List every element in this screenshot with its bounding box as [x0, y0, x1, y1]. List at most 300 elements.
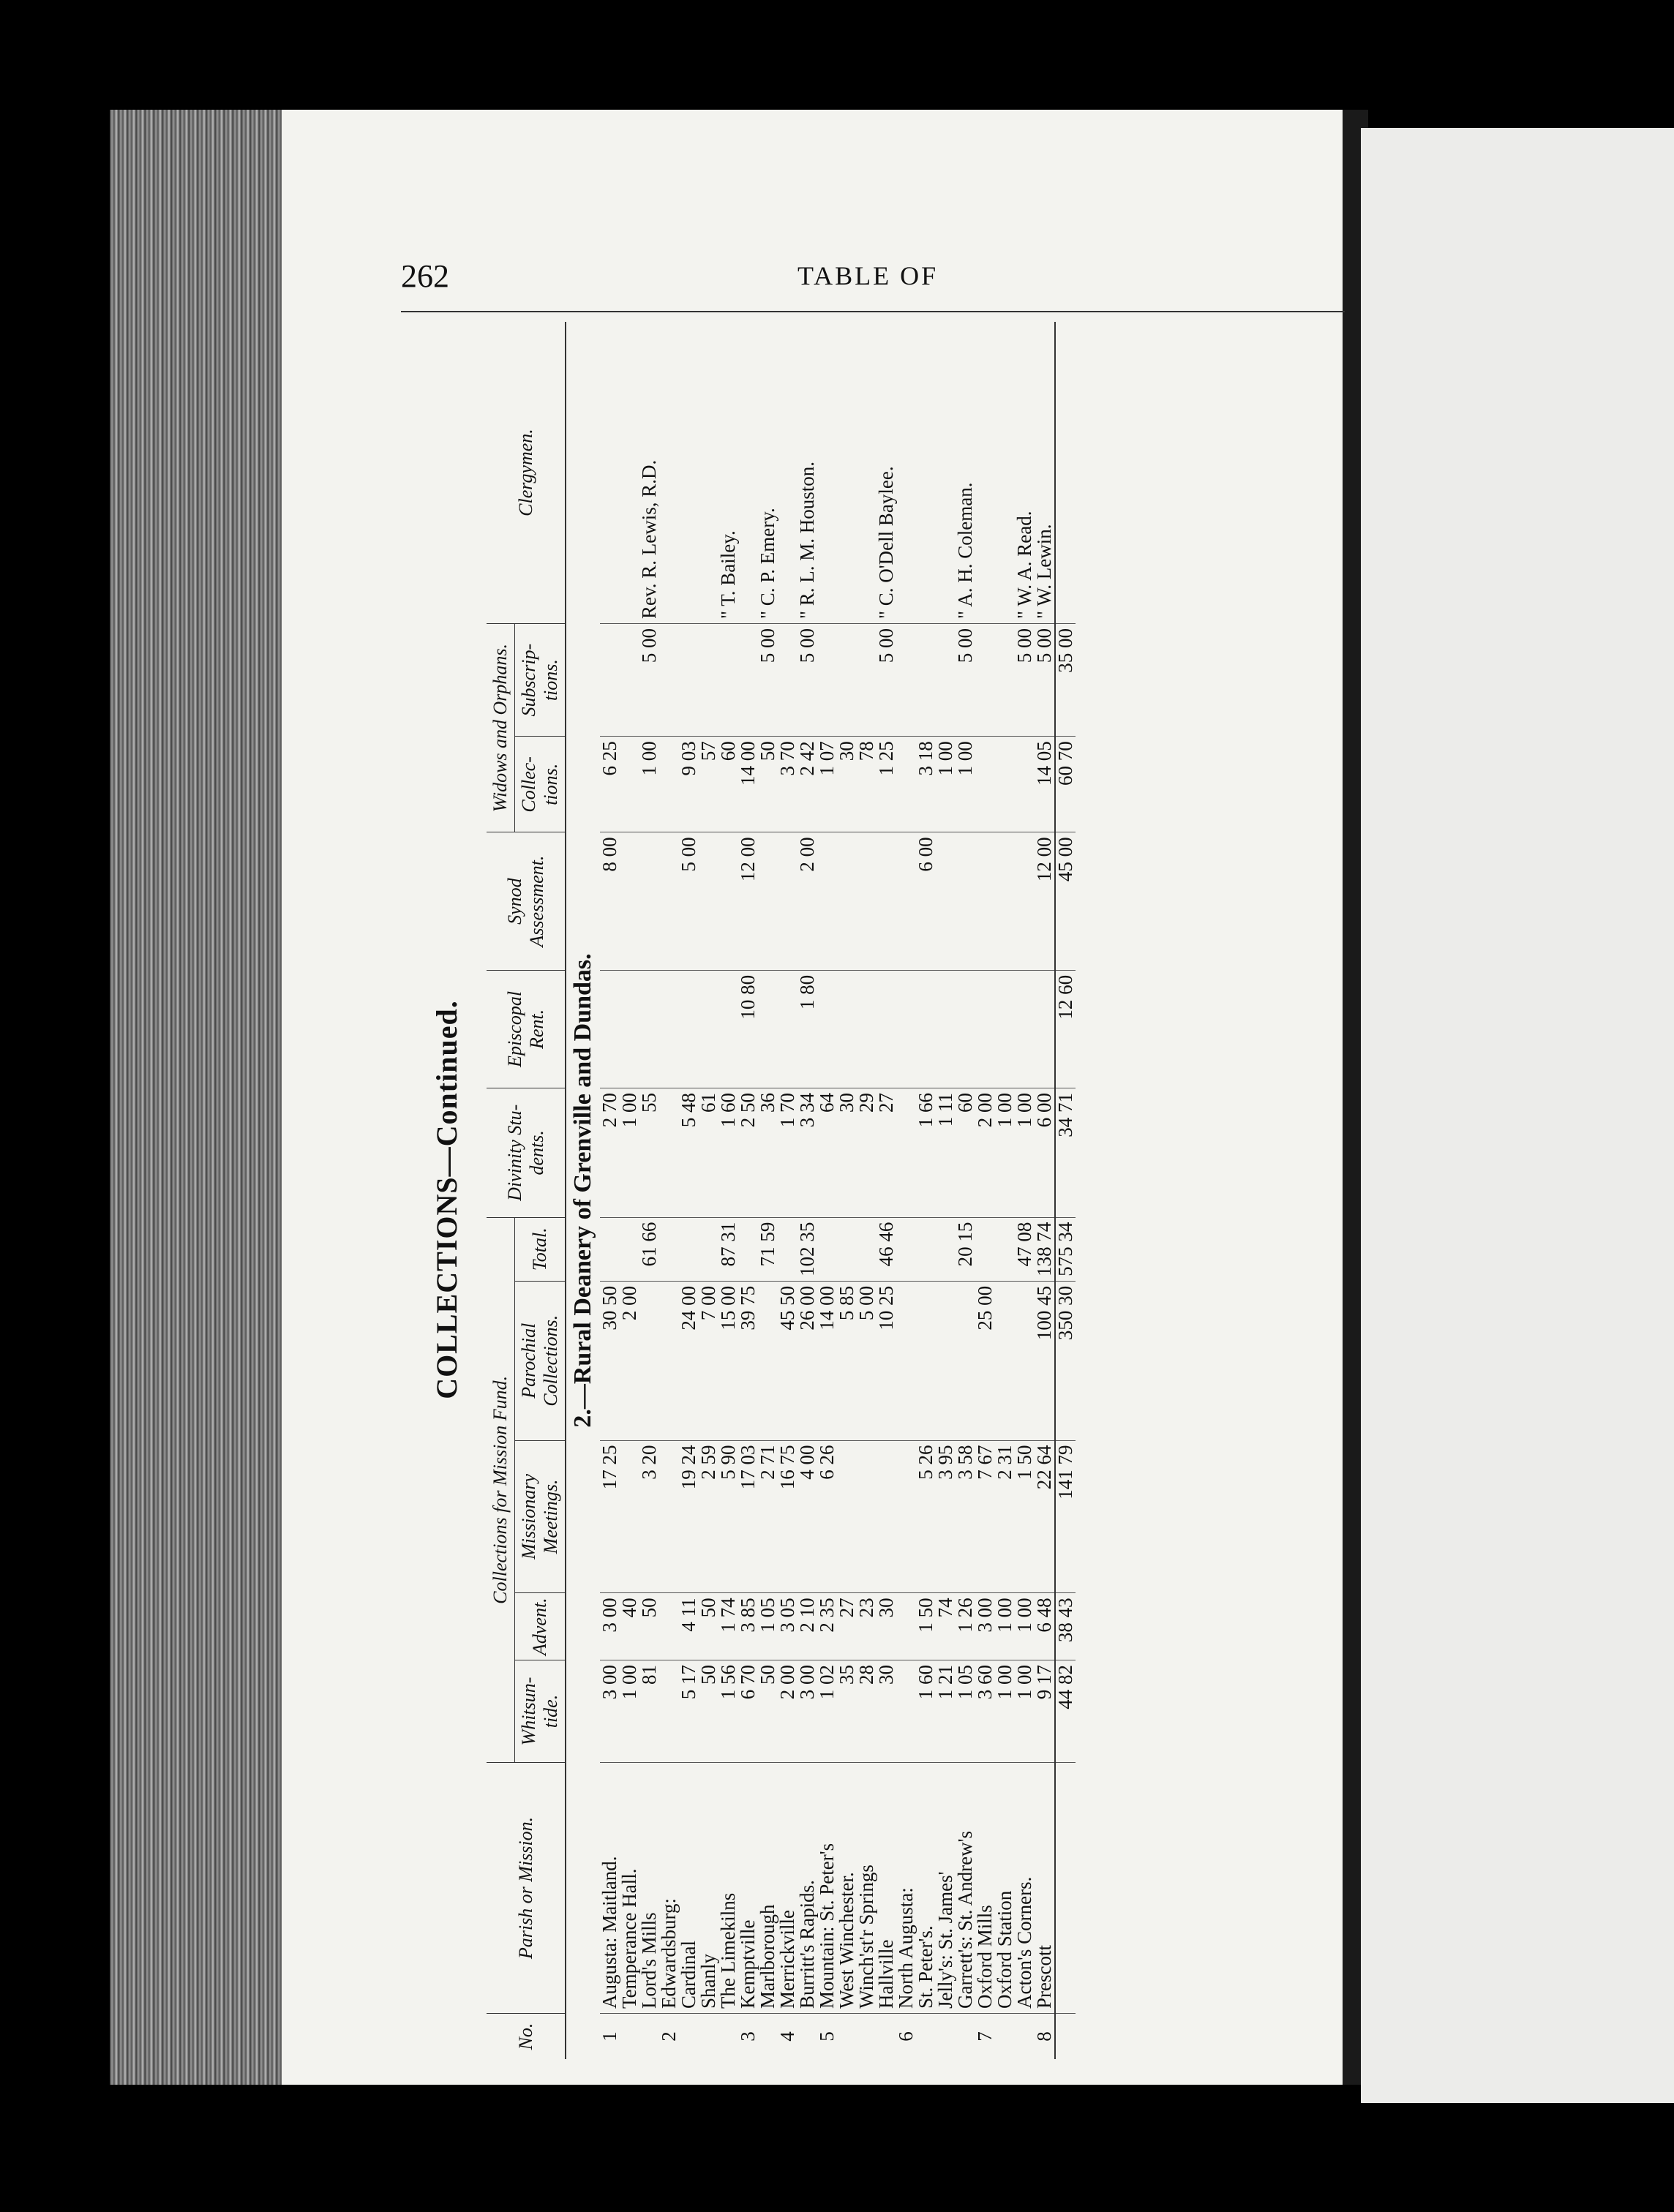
cell-ep	[659, 970, 679, 1088]
table-row	[995, 322, 1015, 2059]
cell-ep	[956, 970, 975, 1088]
cell-ep	[758, 970, 778, 1088]
parish-name: Garrett's: St. Andrew's	[956, 1763, 975, 2014]
cell-syn	[837, 832, 857, 971]
book-page-edges	[110, 110, 285, 2085]
clergyman: " C. P. Emery.	[758, 322, 778, 624]
section-row	[566, 322, 600, 2059]
cell-mm: 5 90	[718, 1440, 738, 1593]
cell-adv	[896, 1593, 916, 1660]
cell-whit: 1 60	[916, 1660, 936, 1763]
cell-wcol	[995, 737, 1015, 832]
cell-ep	[620, 970, 639, 1088]
parish-name: Hallville	[877, 1763, 896, 2014]
cell-whit: 81	[639, 1660, 659, 1763]
clergyman	[659, 322, 679, 624]
cell-syn	[718, 832, 738, 971]
cell-syn	[778, 832, 797, 971]
cell-adv: 50	[699, 1593, 718, 1660]
cell-tot: 61 66	[639, 1217, 659, 1281]
cell-wcol: 14 05	[1035, 737, 1055, 832]
cell-wsub	[699, 624, 718, 737]
cell-div: 30	[837, 1088, 857, 1218]
cell-syn	[1015, 832, 1035, 971]
cell-div: 2 00	[975, 1088, 995, 1218]
cell-div: 5 48	[679, 1088, 699, 1218]
cell-wsub	[916, 624, 936, 737]
cell-tot	[699, 1217, 718, 1281]
cell-ep	[837, 970, 857, 1088]
cell-tot	[738, 1217, 758, 1281]
cell-syn: 2 00	[797, 832, 817, 971]
cell-par: 25 00	[975, 1281, 995, 1440]
cell-div: 2 70	[600, 1088, 620, 1218]
cell-whit: 50	[758, 1660, 778, 1763]
parish-name: Edwardsburg:	[659, 1763, 679, 2014]
cell-div: 1 00	[995, 1088, 1015, 1218]
cell-div: 1 11	[936, 1088, 956, 1218]
cell-adv: 3 00	[975, 1593, 995, 1660]
row-number	[620, 2014, 639, 2060]
cell-mm: 4 00	[797, 1440, 817, 1593]
cell-wcol: 9 03	[679, 737, 699, 832]
table-row	[857, 322, 877, 2059]
parish-name: Oxford Mills	[975, 1763, 995, 2014]
cell-ep	[679, 970, 699, 1088]
header-whitsuntide: Whitsun-tide.	[515, 1660, 566, 1763]
cell-wcol: 1 25	[877, 737, 896, 832]
total-adv: 38 43	[1055, 1593, 1076, 1660]
table-row	[600, 322, 620, 2059]
row-number	[857, 2014, 877, 2060]
cell-adv: 2 10	[797, 1593, 817, 1660]
header-total: Total.	[515, 1217, 566, 1281]
cell-syn	[857, 832, 877, 971]
cell-wcol: 50	[758, 737, 778, 832]
cell-adv: 40	[620, 1593, 639, 1660]
cell-ep	[1015, 970, 1035, 1088]
cell-adv: 3 00	[600, 1593, 620, 1660]
clergyman: " W. A. Read.	[1015, 322, 1035, 624]
clergyman	[817, 322, 837, 624]
cell-wcol	[1015, 737, 1035, 832]
cell-adv: 27	[837, 1593, 857, 1660]
table-row	[975, 322, 995, 2059]
row-number: 3	[737, 2031, 759, 2042]
cell-div	[896, 1088, 916, 1218]
section-title: 2.—Rural Deanery of Grenville and Dundas.	[569, 953, 596, 1428]
parish-name: Temperance Hall.	[620, 1763, 639, 2014]
cell-par: 30 50	[600, 1281, 620, 1440]
cell-wsub	[620, 624, 639, 737]
cell-par: 24 00	[679, 1281, 699, 1440]
row-number	[995, 2014, 1015, 2060]
total-ep: 12 60	[1055, 970, 1076, 1088]
row-number	[837, 2014, 857, 2060]
cell-syn	[995, 832, 1015, 971]
cell-div: 29	[857, 1088, 877, 1218]
collections-table	[487, 322, 1076, 2059]
total-div: 34 71	[1055, 1088, 1076, 1218]
cell-wsub	[896, 624, 916, 737]
cell-mm: 3 20	[639, 1440, 659, 1593]
header-synod-assessment: Synod Assessment.	[487, 832, 566, 971]
cell-wcol: 30	[837, 737, 857, 832]
cell-wsub: 5 00	[956, 624, 975, 737]
cell-adv: 3 85	[738, 1593, 758, 1660]
parish-name: Burritt's Rapids.	[797, 1763, 817, 2014]
cell-div: 60	[956, 1088, 975, 1218]
cell-whit: 1 21	[936, 1660, 956, 1763]
cell-whit	[896, 1660, 916, 1763]
cell-par	[916, 1281, 936, 1440]
clergyman	[837, 322, 857, 624]
clergyman: " A. H. Coleman.	[956, 322, 975, 624]
clergyman	[699, 322, 718, 624]
row-number	[877, 2014, 896, 2060]
total-wsub: 35 00	[1055, 624, 1076, 737]
rotated-table-frame	[421, 322, 1357, 2077]
clergyman: Rev. R. Lewis, R.D.	[639, 322, 659, 624]
cell-whit: 1 02	[817, 1660, 837, 1763]
cell-tot	[837, 1217, 857, 1281]
cell-adv: 3 05	[778, 1593, 797, 1660]
cell-whit: 9 17	[1035, 1660, 1055, 1763]
cell-mm: 17 03	[738, 1440, 758, 1593]
row-number	[758, 2014, 778, 2060]
cell-mm	[620, 1440, 639, 1593]
parish-name: Lord's Mills	[639, 1763, 659, 2014]
cell-syn	[699, 832, 718, 971]
cell-tot	[995, 1217, 1015, 1281]
cell-wsub	[718, 624, 738, 737]
cell-wsub	[857, 624, 877, 737]
cell-wsub	[778, 624, 797, 737]
cell-wsub: 5 00	[877, 624, 896, 737]
table-row	[1015, 322, 1035, 2059]
parish-name: Kemptville	[738, 1763, 758, 2014]
table-row	[797, 322, 817, 2059]
parish-name: Acton's Corners.	[1015, 1763, 1035, 2014]
cell-ep	[1035, 970, 1055, 1088]
cell-wcol: 14 00	[738, 737, 758, 832]
cell-adv: 1 05	[758, 1593, 778, 1660]
total-syn: 45 00	[1055, 832, 1076, 971]
cell-mm	[857, 1440, 877, 1593]
cell-div: 2 50	[738, 1088, 758, 1218]
cell-par: 14 00	[817, 1281, 837, 1440]
cell-ep	[936, 970, 956, 1088]
cell-div: 1 00	[1015, 1088, 1035, 1218]
cell-adv	[659, 1593, 679, 1660]
totals-blank	[1055, 1763, 1076, 2014]
cell-wsub	[936, 624, 956, 737]
clergyman: " R. L. M. Houston.	[797, 322, 817, 624]
cell-wsub: 5 00	[1035, 624, 1055, 737]
cell-ep: 10 80	[738, 970, 758, 1088]
totals-blank	[1055, 322, 1076, 624]
cell-div: 55	[639, 1088, 659, 1218]
cell-tot: 138 74	[1035, 1217, 1055, 1281]
table-row	[837, 322, 857, 2059]
parish-name: St. Peter's.	[916, 1763, 936, 2014]
cell-wcol: 57	[699, 737, 718, 832]
cell-syn: 8 00	[600, 832, 620, 971]
cell-adv: 2 35	[817, 1593, 837, 1660]
cell-tot	[916, 1217, 936, 1281]
cell-ep	[817, 970, 837, 1088]
cell-wsub: 5 00	[639, 624, 659, 737]
cell-tot: 47 08	[1015, 1217, 1035, 1281]
cell-syn	[936, 832, 956, 971]
cell-adv: 1 50	[916, 1593, 936, 1660]
cell-par: 2 00	[620, 1281, 639, 1440]
header-no: No.	[487, 2014, 566, 2060]
cell-ep	[857, 970, 877, 1088]
table-row	[639, 322, 659, 2059]
cell-mm: 2 59	[699, 1440, 718, 1593]
clergyman	[778, 322, 797, 624]
cell-div: 1 66	[916, 1088, 936, 1218]
cell-syn	[975, 832, 995, 971]
header-widows-subscriptions: Subscrip-tions.	[515, 624, 566, 737]
clergyman	[896, 322, 916, 624]
cell-mm: 1 50	[1015, 1440, 1035, 1593]
cell-mm: 17 25	[600, 1440, 620, 1593]
header-divinity-students: Divinity Stu-dents.	[487, 1088, 566, 1218]
cell-wsub	[679, 624, 699, 737]
header-widows-orphans: Widows and Orphans.	[487, 624, 515, 832]
cell-par: 45 50	[778, 1281, 797, 1440]
cell-whit: 30	[877, 1660, 896, 1763]
header-episcopal-rent: Episcopal Rent.	[487, 970, 566, 1088]
cell-tot	[857, 1217, 877, 1281]
cell-mm: 2 71	[758, 1440, 778, 1593]
cell-div: 27	[877, 1088, 896, 1218]
totals-row	[1055, 322, 1076, 2059]
cell-div: 6 00	[1035, 1088, 1055, 1218]
cell-syn	[877, 832, 896, 971]
cell-syn: 5 00	[679, 832, 699, 971]
cell-syn	[758, 832, 778, 971]
parish-name: Shanly	[699, 1763, 718, 2014]
clergyman	[916, 322, 936, 624]
table-row	[956, 322, 975, 2059]
cell-div	[659, 1088, 679, 1218]
cell-mm	[896, 1440, 916, 1593]
cell-tot	[936, 1217, 956, 1281]
row-number: 6	[895, 2031, 917, 2042]
clergyman	[995, 322, 1015, 624]
cell-par	[936, 1281, 956, 1440]
row-number: 5	[816, 2031, 838, 2042]
cell-ep	[639, 970, 659, 1088]
cell-mm	[837, 1440, 857, 1593]
table-row	[896, 322, 916, 2059]
parish-name: Merrickville	[778, 1763, 797, 2014]
cell-wcol	[896, 737, 916, 832]
parish-name: Prescott	[1035, 1763, 1055, 2014]
cell-par	[639, 1281, 659, 1440]
row-number	[699, 2014, 718, 2060]
cell-div: 36	[758, 1088, 778, 1218]
clergyman	[857, 322, 877, 624]
cell-mm	[877, 1440, 896, 1593]
cell-adv: 1 74	[718, 1593, 738, 1660]
table-row	[916, 322, 936, 2059]
cell-mm: 22 64	[1035, 1440, 1055, 1593]
cell-adv: 4 11	[679, 1593, 699, 1660]
cell-syn: 12 00	[738, 832, 758, 971]
cell-wcol: 3 18	[916, 737, 936, 832]
cell-tot	[896, 1217, 916, 1281]
row-number	[679, 2014, 699, 2060]
cell-ep	[975, 970, 995, 1088]
cell-tot: 102 35	[797, 1217, 817, 1281]
table-row	[699, 322, 718, 2059]
cell-syn	[659, 832, 679, 971]
page-number: 262	[401, 258, 449, 294]
cell-wsub	[995, 624, 1015, 737]
cell-mm: 7 67	[975, 1440, 995, 1593]
parish-name: North Augusta:	[896, 1763, 916, 2014]
cell-mm: 6 26	[817, 1440, 837, 1593]
cell-par: 26 00	[797, 1281, 817, 1440]
table-body	[566, 322, 1076, 2059]
cell-whit: 6 70	[738, 1660, 758, 1763]
cell-ep	[877, 970, 896, 1088]
cell-tot: 46 46	[877, 1217, 896, 1281]
total-par: 350 30	[1055, 1281, 1076, 1440]
cell-wcol: 1 00	[936, 737, 956, 832]
clergyman	[620, 322, 639, 624]
table-row	[659, 322, 679, 2059]
cell-par	[995, 1281, 1015, 1440]
row-number	[639, 2014, 659, 2060]
row-number	[916, 2014, 936, 2060]
total-wcol: 60 70	[1055, 737, 1076, 832]
cell-par	[956, 1281, 975, 1440]
header-widows-collections: Collec-tions.	[515, 737, 566, 832]
cell-ep	[995, 970, 1015, 1088]
row-number: 7	[974, 2031, 996, 2042]
cell-wsub	[817, 624, 837, 737]
cell-tot	[975, 1217, 995, 1281]
cell-adv: 74	[936, 1593, 956, 1660]
cell-whit: 1 00	[995, 1660, 1015, 1763]
header-rule	[401, 311, 1345, 312]
cell-wsub: 5 00	[758, 624, 778, 737]
parish-name: Oxford Station	[995, 1763, 1015, 2014]
cell-div: 1 70	[778, 1088, 797, 1218]
cell-adv: 50	[639, 1593, 659, 1660]
table-row	[718, 322, 738, 2059]
cell-par: 5 85	[837, 1281, 857, 1440]
row-number	[956, 2014, 975, 2060]
header-mission-fund: Collections for Mission Fund.	[487, 1217, 515, 1762]
cell-mm: 5 26	[916, 1440, 936, 1593]
cell-adv: 1 00	[1015, 1593, 1035, 1660]
parish-name: Mountain: St. Peter's	[817, 1763, 837, 2014]
table-row	[758, 322, 778, 2059]
parish-name: Winch'st'r Springs	[857, 1763, 877, 2014]
cell-par	[659, 1281, 679, 1440]
table-row	[817, 322, 837, 2059]
cell-div: 61	[699, 1088, 718, 1218]
cell-syn	[639, 832, 659, 971]
cell-mm: 16 75	[778, 1440, 797, 1593]
cell-par: 7 00	[699, 1281, 718, 1440]
cell-whit: 3 00	[797, 1660, 817, 1763]
row-number	[936, 2014, 956, 2060]
cell-syn	[620, 832, 639, 971]
clergyman: " W. Lewin.	[1035, 322, 1055, 624]
cell-div: 3 34	[797, 1088, 817, 1218]
rotated-table	[421, 322, 1357, 2077]
row-number: 1	[598, 2031, 620, 2042]
cell-adv: 1 26	[956, 1593, 975, 1660]
parish-name: Augusta: Maitland.	[600, 1763, 620, 2014]
cell-tot	[817, 1217, 837, 1281]
cell-tot: 20 15	[956, 1217, 975, 1281]
cell-whit: 5 17	[679, 1660, 699, 1763]
parish-name: West Winchester.	[837, 1763, 857, 2014]
clergyman	[679, 322, 699, 624]
row-number	[1015, 2014, 1035, 2060]
table-row	[877, 322, 896, 2059]
cell-ep: 1 80	[797, 970, 817, 1088]
cell-ep	[600, 970, 620, 1088]
table-row	[1035, 322, 1055, 2059]
row-number: 8	[1033, 2031, 1055, 2042]
cell-wsub	[600, 624, 620, 737]
cell-mm: 19 24	[679, 1440, 699, 1593]
cell-tot	[600, 1217, 620, 1281]
cell-par: 5 00	[857, 1281, 877, 1440]
total-tot: 575 34	[1055, 1217, 1076, 1281]
table-row	[620, 322, 639, 2059]
cell-whit: 1 56	[718, 1660, 738, 1763]
running-head: TABLE OF	[797, 261, 939, 290]
cell-par	[896, 1281, 916, 1440]
header-parochial-collections: Parochial Collections.	[515, 1281, 566, 1440]
cell-tot: 87 31	[718, 1217, 738, 1281]
cell-adv: 23	[857, 1593, 877, 1660]
cell-adv: 30	[877, 1593, 896, 1660]
cell-wsub: 5 00	[797, 624, 817, 737]
cell-wcol	[975, 737, 995, 832]
cell-ep	[896, 970, 916, 1088]
cell-tot	[620, 1217, 639, 1281]
cell-par: 15 00	[718, 1281, 738, 1440]
header-advent: Advent.	[515, 1593, 566, 1660]
cell-syn	[956, 832, 975, 971]
header-clergymen: Clergymen.	[487, 322, 566, 624]
table-row	[679, 322, 699, 2059]
clergyman	[936, 322, 956, 624]
cell-syn	[896, 832, 916, 971]
cell-whit: 50	[699, 1660, 718, 1763]
cell-syn: 12 00	[1035, 832, 1055, 971]
cell-div: 1 60	[718, 1088, 738, 1218]
cell-mm	[659, 1440, 679, 1593]
facing-page-fragment	[1361, 128, 1674, 2103]
row-number	[718, 2014, 738, 2060]
cell-tot	[659, 1217, 679, 1281]
totals-blank	[1055, 2014, 1076, 2060]
cell-whit: 28	[857, 1660, 877, 1763]
cell-div: 1 00	[620, 1088, 639, 1218]
